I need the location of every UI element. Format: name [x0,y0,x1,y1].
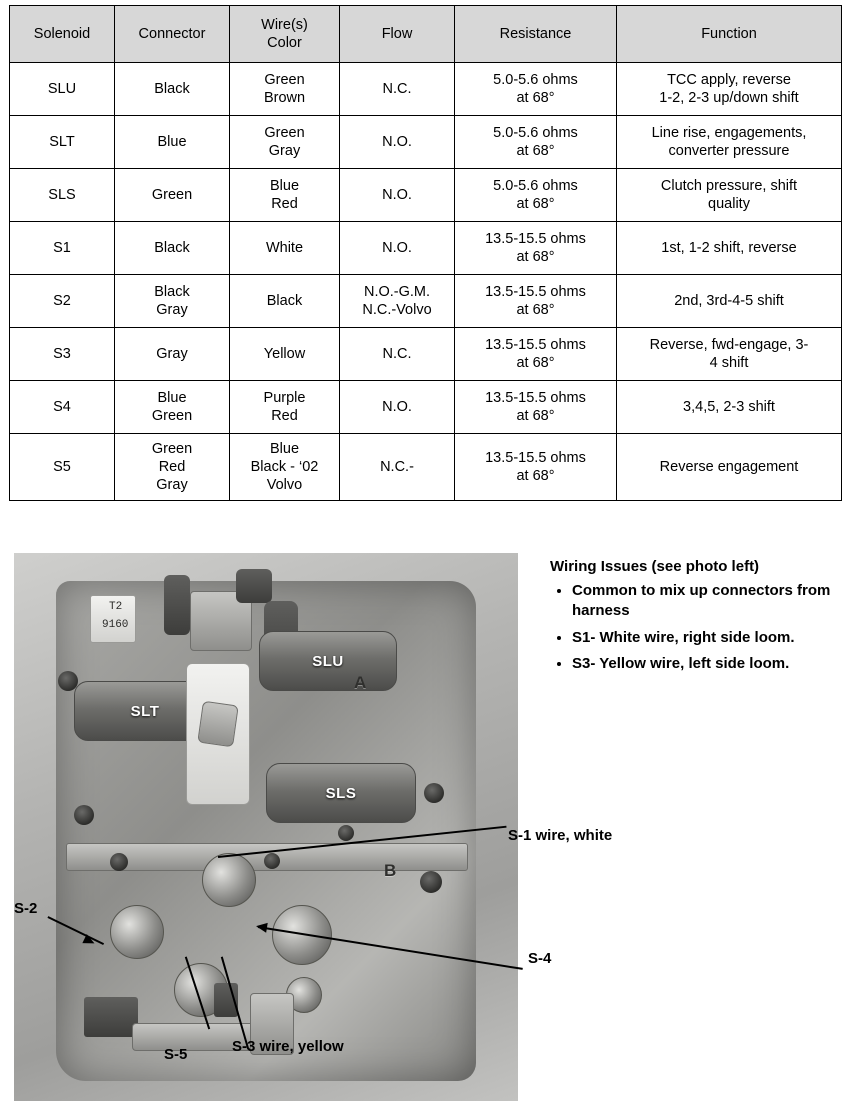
column-header-function [617,6,842,63]
lower-port-block [84,997,138,1037]
table-row [10,169,842,222]
casting-tag-line1: T2 [109,601,123,613]
cell-function: 3,4,5, 2-3 shift [617,381,842,434]
callout-s1-wire: S-1 wire, white [508,827,613,844]
table-body [10,63,842,501]
cell-resistance: 13.5-15.5 ohms at 68° [455,222,617,275]
bolt-hole-2 [74,805,94,825]
cell-resistance: 5.0-5.6 ohms at 68° [455,169,617,222]
table-header-row [10,6,842,63]
arrowhead-s4 [255,921,267,933]
cell-solenoid: S4 [10,381,115,434]
cell-function: 2nd, 3rd-4-5 shift [617,275,842,328]
casting-tag-line2: 9160 [102,619,129,631]
solenoid-slu-label: SLU [312,652,344,670]
solenoid-sls-label: SLS [325,784,357,802]
table-row [10,63,842,116]
cell-wire-color: Purple Red [230,381,340,434]
cell-wire-color: Yellow [230,328,340,381]
list-item: • S1- White wire, right side loom. [572,628,840,648]
cell-function: 1st, 1-2 shift, reverse [617,222,842,275]
cell-flow: N.O. [340,381,455,434]
callout-s3-wire: S-3 wire, yellow [232,1038,344,1055]
cell-function: Reverse, fwd-engage, 3- 4 shift [617,328,842,381]
column-header-wire-color-line2: Color [267,35,302,51]
cell-flow: N.O. [340,116,455,169]
solenoid-sls [266,763,416,823]
cell-connector: Black [115,63,230,116]
table-row [10,434,842,501]
column-header-resistance-line1: Resistance [499,25,572,42]
cell-wire-color: Blue Black - ‘02 Volvo [230,434,340,501]
cell-solenoid: S3 [10,328,115,381]
wiring-issues-notes [550,558,840,680]
cell-resistance: 13.5-15.5 ohms at 68° [455,434,617,501]
cell-resistance: 13.5-15.5 ohms at 68° [455,328,617,381]
cell-solenoid: SLT [10,116,115,169]
cell-solenoid: S2 [10,275,115,328]
bolt-hole-7 [338,825,354,841]
cell-connector: Blue [115,116,230,169]
cell-flow: N.C.- [340,434,455,501]
valve-plug-2 [272,905,332,965]
cell-connector: Green Red Gray [115,434,230,501]
list-item: • Common to mix up connectors from harness [572,581,840,622]
solenoid-slu [259,631,397,691]
connector-clip [236,569,272,603]
cell-wire-color: Black [230,275,340,328]
cell-solenoid: S5 [10,434,115,501]
table-header [10,6,842,63]
notes-title: Wiring Issues (see photo left) [550,558,760,575]
column-header-wire-color [230,6,340,63]
column-header-function-line1: Function [701,25,757,42]
cell-wire-color: Green Brown [230,63,340,116]
column-header-flow-line1: Flow [381,25,413,42]
cell-function: Reverse engagement [617,434,842,501]
valve-body-photo [14,553,518,1101]
cell-solenoid: SLS [10,169,115,222]
solenoid-specification-table [9,5,842,501]
cell-wire-color: White [230,222,340,275]
cell-connector: Green [115,169,230,222]
bolt-hole-1 [58,671,78,691]
column-header-connector [115,6,230,63]
callout-s5: S-5 [164,1046,188,1063]
connector-post-1 [164,575,190,635]
cell-flow: N.O. [340,222,455,275]
figure-section [0,540,850,1101]
bolt-hole-6 [424,783,444,803]
cell-resistance: 13.5-15.5 ohms at 68° [455,381,617,434]
table-row [10,381,842,434]
cell-connector: Blue Green [115,381,230,434]
cell-function: Line rise, engagements, converter pressure [617,116,842,169]
cell-connector: Gray [115,328,230,381]
cell-wire-color: Blue Red [230,169,340,222]
column-header-resistance [455,6,617,63]
cast-letter-a: A [354,673,367,692]
cell-connector: Black [115,222,230,275]
column-header-wire-color-line1: Wire(s) [261,16,308,33]
table-row [10,328,842,381]
bolt-hole-4 [264,853,280,869]
solenoid-slt-label: SLT [130,702,160,720]
cell-wire-color: Green Gray [230,116,340,169]
cell-function: Clutch pressure, shift quality [617,169,842,222]
callout-s4: S-4 [528,950,552,967]
table-row [10,222,842,275]
solenoid-table-container [9,5,841,501]
cell-flow: N.C. [340,328,455,381]
cell-flow: N.C. [340,63,455,116]
cell-connector: Black Gray [115,275,230,328]
cell-resistance: 5.0-5.6 ohms at 68° [455,63,617,116]
cell-solenoid: SLU [10,63,115,116]
bolt-hole-3 [110,853,128,871]
bolt-hole-5 [420,871,442,893]
notes-list [550,581,840,674]
column-header-connector-line1: Connector [138,25,206,42]
valve-plug-1 [202,853,256,907]
column-header-solenoid-line1: Solenoid [33,25,91,42]
valve-cap [197,701,238,748]
cell-function: TCC apply, reverse 1-2, 2-3 up/down shift [617,63,842,116]
cell-resistance: 13.5-15.5 ohms at 68° [455,275,617,328]
list-item: • S3- Yellow wire, left side loom. [572,654,840,674]
column-header-solenoid [10,6,115,63]
table-row [10,275,842,328]
cell-solenoid: S1 [10,222,115,275]
cell-resistance: 5.0-5.6 ohms at 68° [455,116,617,169]
valve-plug-3 [110,905,164,959]
cast-letter-b: B [384,861,397,880]
callout-s2: S-2 [14,900,38,917]
cell-flow: N.O.-G.M. N.C.-Volvo [340,275,455,328]
table-row [10,116,842,169]
column-header-flow [340,6,455,63]
cell-flow: N.O. [340,169,455,222]
